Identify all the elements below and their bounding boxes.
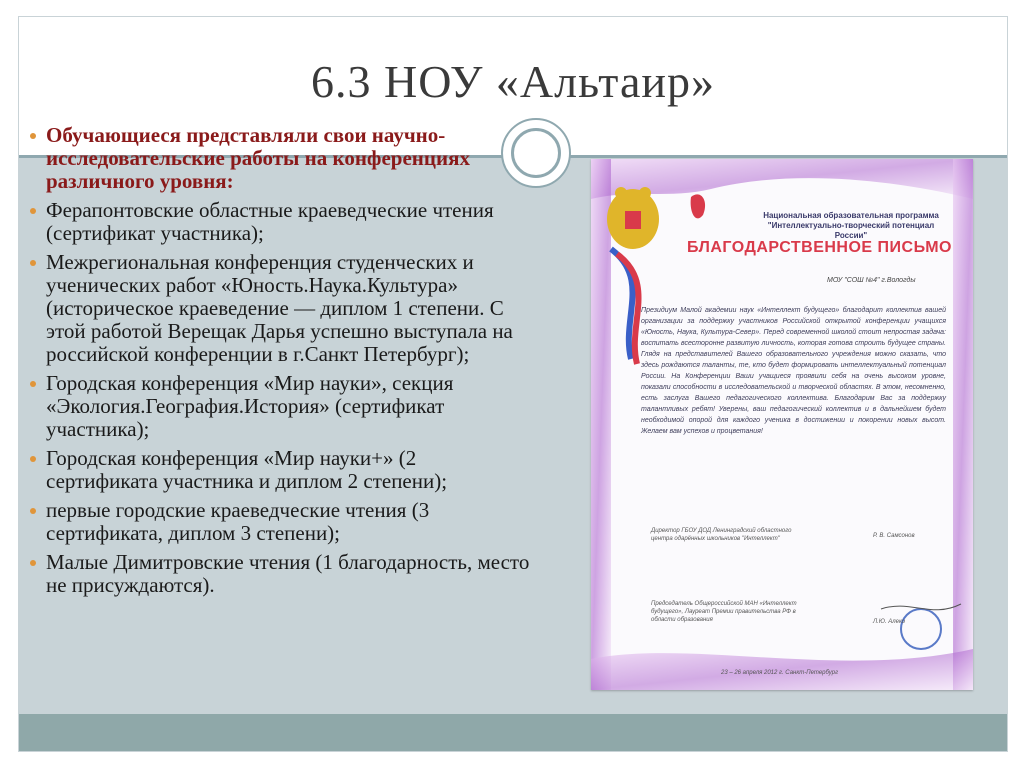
list-item-text: Городская конференция «Мир науки», секция «Экология.География.История» (сертификат участника);: [46, 371, 454, 441]
certificate-school: МОУ "СОШ №4" г.Вологды: [827, 277, 916, 284]
certificate-body: Президиум Малой академии наук «Интеллект будущего» благодарит коллектив вашей организации за поддержку участников Российской открытой конференции учащихся «Юность, Наука, Культура-Север». Перед современной школой стоит непростая задача: воспитать всесторонне развитую личность, которая готова строить будущее страны. Глядя на представителей Вашего образовательного учреждения можно сказать, что здесь рождаются таланты, те, кто будет формировать интеллектуальный потенциал России. На Конференции Ваши учащиеся проявили себя на очень высоком уровне, показали способности в исследовательской и творческой областях. В этом, несомненно, есть заслуга Вашего педагогического коллектива. Благодарим Вас за поддержку талантливых ребят! Уверены, ваш педагогический коллектив и в дальнейшем будет необходимой опорой для каждого ученика в достижении и покорении новых высот. Желаем вам успехов и процветания!: [641, 307, 946, 435]
slide-title: 6.3 НОУ «Альтаир»: [310, 56, 716, 107]
bullet-icon: [30, 133, 36, 139]
list-item: [30, 551, 530, 597]
bullet-icon: [30, 260, 36, 266]
bullet-icon: [30, 381, 36, 387]
certificate-image: [591, 159, 973, 690]
list-item-text: Ферапонтовские областные краеведческие чтения (сертификат участника);: [46, 198, 494, 245]
list-item: [30, 447, 530, 493]
signer1-role: Директор ГБОУ ДОД Ленинградский областного центра одарённых школьников "Интеллект": [651, 528, 792, 542]
list-item: [30, 251, 530, 366]
list-item-text: Городская конференция «Мир науки+» (2 сертификата участника и диплом 2 степени);: [46, 446, 448, 493]
bullet-icon: [30, 456, 36, 462]
certificate-program: Национальная образовательная программа "Интеллектуально-творческий потенциал России": [763, 211, 939, 240]
signer1-name: Р. В. Самсонов: [873, 533, 915, 539]
list-item-text: Обучающиеся представляли свои научно-исследовательские работы на конференциях различного уровня:: [46, 123, 470, 193]
bullet-icon: [30, 508, 36, 514]
signer2-role: Председатель Общероссийской МАН «Интеллект будущего», Лауреат Премии правительства РФ в области образования: [651, 601, 797, 623]
signer2-name: Л.Ю. Алеко: [873, 619, 906, 625]
certificate-date: 23 – 26 апреля 2012 г. Санкт-Петербург: [721, 670, 839, 676]
list-item: [30, 372, 530, 441]
list-item-text: Межрегиональная конференция студенческих и ученических работ «Юность.Наука.Культура» (историческое краеведение — диплом 1 степени. С этой работой Верещак Дарья успешно выступала на российской конференции в г.Санкт Петербург);: [46, 250, 513, 366]
certificate-heading: БЛАГОДАРСТВЕННОЕ ПИСЬМО: [687, 239, 952, 256]
list-item-text: первые городские краеведческие чтения (3 сертификата, диплом 3 степени);: [46, 498, 430, 545]
footer-band: [19, 714, 1007, 751]
list-item-text: Малые Димитровские чтения (1 благодарность, место не присуждаются).: [46, 550, 530, 597]
list-item: [30, 199, 530, 245]
bullet-list: [30, 124, 530, 603]
bullet-icon: [30, 208, 36, 214]
bullet-icon: [30, 560, 36, 566]
list-item: [30, 499, 530, 545]
list-item: [30, 124, 530, 193]
